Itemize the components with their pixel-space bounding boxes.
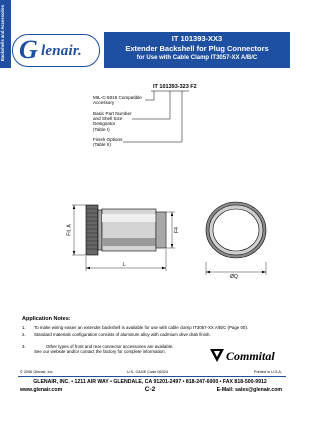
side-tab-label: Backshells and Accessories	[0, 4, 5, 62]
footer-website-link[interactable]: www.glenair.com	[20, 387, 63, 393]
part-number-example: IT 101393-323 F2	[153, 84, 197, 90]
commital-logo-icon	[210, 349, 224, 362]
footer-copyright: © 2006 Glenair, Inc.	[20, 370, 54, 374]
page-number: C-2	[144, 386, 156, 393]
footer-divider	[18, 376, 286, 377]
page-subtitle: Extender Backshell for Plug Connectors	[125, 44, 269, 53]
notes-title: Application Notes:	[22, 316, 71, 322]
note-2	[22, 332, 272, 337]
footer-email-link[interactable]: E-Mail: sales@glenair.com	[216, 387, 282, 393]
logo-g: G	[19, 35, 38, 64]
note-text: Standard materials configuration consists of aluminum alloy with cadmium olive drab finish.	[34, 332, 211, 337]
end-view	[206, 202, 266, 258]
note-text: Other types of front and rear connector accessories are available. See our website and/or contact the factory for complete information.	[34, 344, 174, 354]
footer-printed: Printed in U.S.A.	[253, 370, 282, 374]
note-num: 3.	[22, 344, 26, 349]
page-title: IT 101393-XX3	[171, 34, 223, 43]
dim-label-l: L	[123, 262, 126, 268]
footer-cage-code: U.S. CAGE Code 06324	[127, 370, 168, 374]
note-num: 2.	[22, 332, 26, 337]
dim-label-b: F4	[173, 227, 180, 233]
callout-basic-part: Basic Part Number and Shell Size Designator (Table I)	[93, 111, 132, 132]
callout-finish: Finish Options (Table II)	[93, 137, 123, 148]
note-text: To make wiring easier an extender backshell is available for use with cable clamp IT3057-XX A/B/C (Page 00).	[34, 325, 249, 330]
note-num: 1.	[22, 325, 26, 330]
note-1	[22, 325, 272, 330]
callout-compatible: MIL-C-5015 Compatible Accessory	[93, 95, 142, 106]
callout-leaders	[123, 91, 189, 142]
side-view	[86, 205, 166, 255]
dim-label-q: ØQ	[230, 274, 238, 280]
dim-label-a: Fit. A	[66, 224, 73, 236]
commital-brand: Commital	[226, 349, 275, 363]
footer-address: GLENAIR, INC. • 1211 AIR WAY • GLENDALE, CA 91201-2497 • 818-247-6000 • FAX 818-500-9912	[33, 379, 267, 385]
page-subtitle-2: for Use with Cable Clamp IT3057-XX A/B/C	[136, 55, 258, 61]
logo-wordmark: lenair.	[41, 43, 82, 59]
